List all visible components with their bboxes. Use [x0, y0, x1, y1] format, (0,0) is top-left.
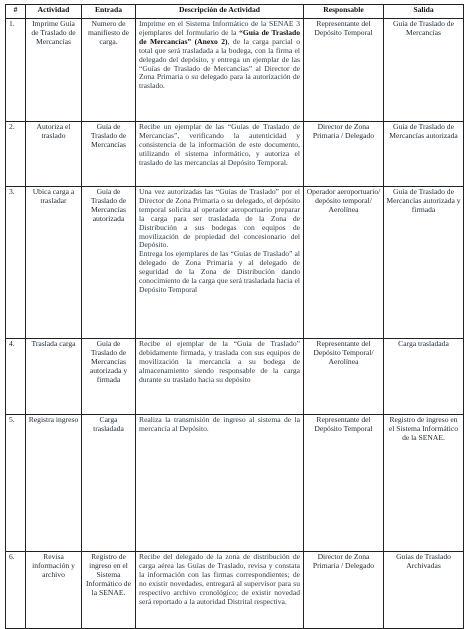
salida-cell: Guía de Traslado de Mercancías autorizada	[384, 122, 464, 187]
entrada-cell: Carga trasladada	[82, 415, 136, 552]
salida-cell: Guía de Traslado de Mercancías	[384, 19, 464, 122]
row-number: 2.	[6, 122, 26, 187]
responsable-cell: Representante del Depósito Temporal	[304, 415, 384, 552]
table-row	[6, 122, 464, 187]
row-number: 3.	[6, 187, 26, 339]
descripcion-cell: Recibe del delegado de la zona de distribución de carga aérea las Guías de Traslado, revisa y constata la información con las firmas correspondientes; de no existir novedades, entregará al supervisor para su respectivo archivo cronológico; de existir novedad será reportado a la autoridad Distrital respectiva.	[136, 552, 304, 629]
responsable-cell: Director de Zona Primaria / Delegado	[304, 122, 384, 187]
header-entrada: Entrada	[82, 5, 136, 19]
actividad-cell: Autoriza el traslado	[26, 122, 82, 187]
header-responsable: Responsable	[304, 5, 384, 19]
header-actividad: Actividad	[26, 5, 82, 19]
actividad-cell: Registra ingreso	[26, 415, 82, 552]
table-row	[6, 552, 464, 629]
descripcion-cell: Recibe un ejemplar de las “Guías de Traslado de Mercancías”, verificando la autenticidad y consistencia de la información de este documento, utilizando el sistema informático, y autoriza el traslado de las mercancías al Depósito Temporal.	[136, 122, 304, 187]
table-row	[6, 415, 464, 552]
actividad-cell: Imprime Guía de Traslado de Mercancías	[26, 19, 82, 122]
row-number: 5.	[6, 415, 26, 552]
desc-text-post: , de la carga parcial o total que será trasladada a la bodega, con la firma el delegado del depósito, y entrega un ejemplar de las “Guías de Traslado de Mercancías” al Director de Zona Primaria o su delegado para la autorización de traslado.	[139, 36, 300, 91]
responsable-cell: Representante del Depósito Temporal/ Aerolínea	[304, 339, 384, 415]
desc-text-pre: Imprime en el Sistema Informático de la SENAE 3 ejemplares del formulario de la	[139, 19, 300, 37]
table-header-row	[6, 5, 464, 19]
entrada-cell: Numero de manifiesto de carga.	[82, 19, 136, 122]
responsable-cell: Operador aeroportuario/ depósito temporal/ Aerolínea	[304, 187, 384, 339]
row-number: 1.	[6, 19, 26, 122]
entrada-cell: Guía de Traslado de Mercancías autorizada y firmada	[82, 339, 136, 415]
descripcion-cell	[136, 19, 304, 122]
responsable-cell: Director de Zona Primaria / Delegado	[304, 552, 384, 629]
actividad-cell: Traslada carga	[26, 339, 82, 415]
entrada-cell: Guía de Traslado de Mercancías autorizada	[82, 187, 136, 339]
salida-cell: Guías de Traslado Archivadas	[384, 552, 464, 629]
row-number: 4.	[6, 339, 26, 415]
descripcion-cell	[136, 187, 304, 339]
desc-paragraph-1: Una vez autorizadas las “Guías de Traslado” por el Director de Zona Primaria o su delegado, el depósito temporal solicita al operador aeroportuario preparar la carga para ser trasladada de la Zona de Distribución a sus bodegas con equipos de movilización de propiedad del concesionario del Depósito.	[139, 187, 300, 250]
entrada-cell: Registro de ingreso en el Sistema Informático de la SENAE.	[82, 552, 136, 629]
salida-cell: Registro de ingreso en el Sistema Informático de la SENAE.	[384, 415, 464, 552]
entrada-cell: Guía de Traslado de Mercancías	[82, 122, 136, 187]
header-num: #	[6, 5, 26, 19]
header-salida: Salida	[384, 5, 464, 19]
salida-cell: Carga trasladada	[384, 339, 464, 415]
desc-paragraph-2: Entrega los ejemplares de las “Guías de Traslado” al delegado de Zona Primaria y al delegado de seguridad de la Zona de Distribución dando conocimiento de la carga que será trasladada hacia el Depósito Temporal	[139, 249, 300, 294]
header-descripcion: Descripción de Actividad	[136, 5, 304, 19]
salida-cell: Guía de Traslado de Mercancías autorizada y firmada	[384, 187, 464, 339]
table-row	[6, 339, 464, 415]
table-row	[6, 187, 464, 339]
desc-text-bold: “Guía de Traslado de Mercancías” (Anexo 2)	[139, 27, 301, 46]
actividad-cell: Revisa información y archivo	[26, 552, 82, 629]
row-number: 6.	[6, 552, 26, 629]
descripcion-cell: Realiza la transmisión de ingreso al sistema de la mercancía al Depósito.	[136, 415, 304, 552]
descripcion-cell: Recibe el ejemplar de la “Guía de Traslado” debidamente firmada, y traslada con sus equipos de movilización la mercancía a su bodega de almacenamiento siendo responsable de la carga durante su traslado hacia su depósito	[136, 339, 304, 415]
actividad-cell: Ubica carga a trasladar	[26, 187, 82, 339]
table-row	[6, 19, 464, 122]
activity-table	[5, 4, 464, 629]
responsable-cell: Representante del Depósito Temporal	[304, 19, 384, 122]
